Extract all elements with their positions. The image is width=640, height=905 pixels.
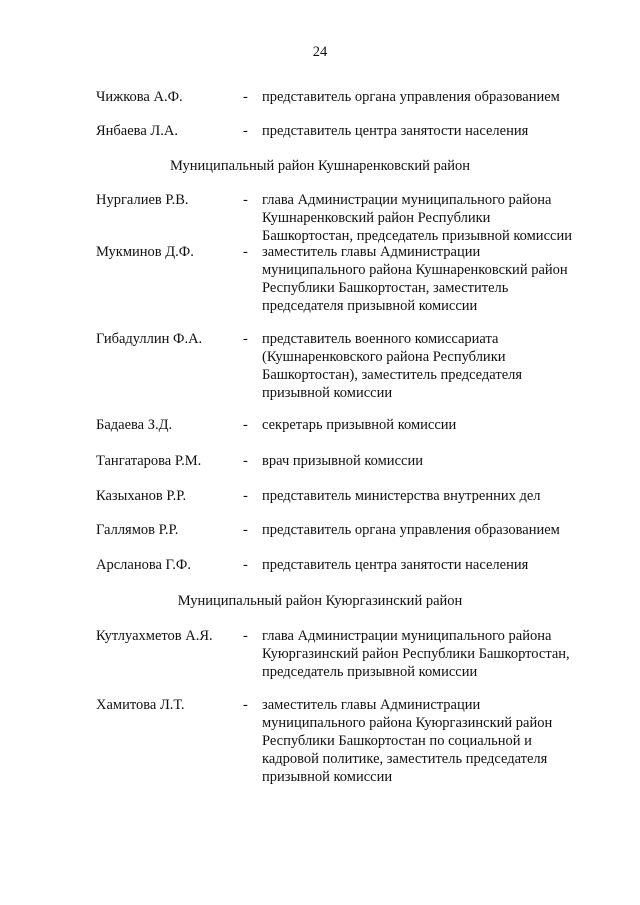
member-role: представитель центра занятости населения [262,557,529,573]
dash: - [243,89,248,105]
member-name: Тангатарова Р.М. [96,453,202,469]
member-role: представитель органа управления образованием [262,89,560,105]
section-heading: Муниципальный район Куюргазинский район [177,593,463,609]
dash: - [243,628,248,644]
member-role: глава Администрации муниципального района Куюргазинский район Республики Башкортостан, председатель призывной комиссии [262,628,570,680]
member-name: Гибадуллин Ф.А. [96,331,203,347]
dash: - [243,488,248,504]
member-name: Бадаева З.Д. [96,417,173,433]
member-role: врач призывной комиссии [262,453,423,469]
dash: - [243,244,248,260]
member-name: Галлямов Р.Р. [96,522,179,538]
member-role: заместитель главы Администрации муниципального района Кушнаренковский район Республики Башкортостан, заместитель председателя призывной комиссии [262,244,568,314]
member-role: заместитель главы Администрации муниципального района Куюргазинский район Республики Башкортостан по социальной и кадровой политике, заместитель председателя призывной комиссии [262,697,553,785]
member-role: представитель министерства внутренних дел [262,488,541,504]
page-number: 24 [312,44,328,60]
member-name: Нургалиев Р.В. [96,192,189,208]
member-name: Казыханов Р.Р. [96,488,187,504]
member-name: Кутлуахметов А.Я. [96,628,213,644]
dash: - [243,417,248,433]
member-role: представитель военного комиссариата (Кушнаренковского района Республики Башкортостан), заместитель председателя призывной комиссии [262,331,523,401]
member-role: представитель органа управления образованием [262,522,560,538]
member-name: Арсланова Г.Ф. [96,557,192,573]
member-role: глава Администрации муниципального района Кушнаренковский район Республики Башкортостан, председатель призывной комиссии [262,192,572,244]
member-name: Мукминов Д.Ф. [96,244,194,260]
dash: - [243,123,248,139]
dash: - [243,192,248,208]
member-name: Янбаева Л.А. [96,123,178,139]
dash: - [243,697,248,713]
dash: - [243,453,248,469]
dash: - [243,522,248,538]
member-role: представитель центра занятости населения [262,123,529,139]
member-role: секретарь призывной комиссии [262,417,457,433]
member-name: Чижкова А.Ф. [96,89,183,105]
dash: - [243,557,248,573]
section-heading: Муниципальный район Кушнаренковский район [170,158,470,174]
dash: - [243,331,248,347]
member-name: Хамитова Л.Т. [96,697,185,713]
